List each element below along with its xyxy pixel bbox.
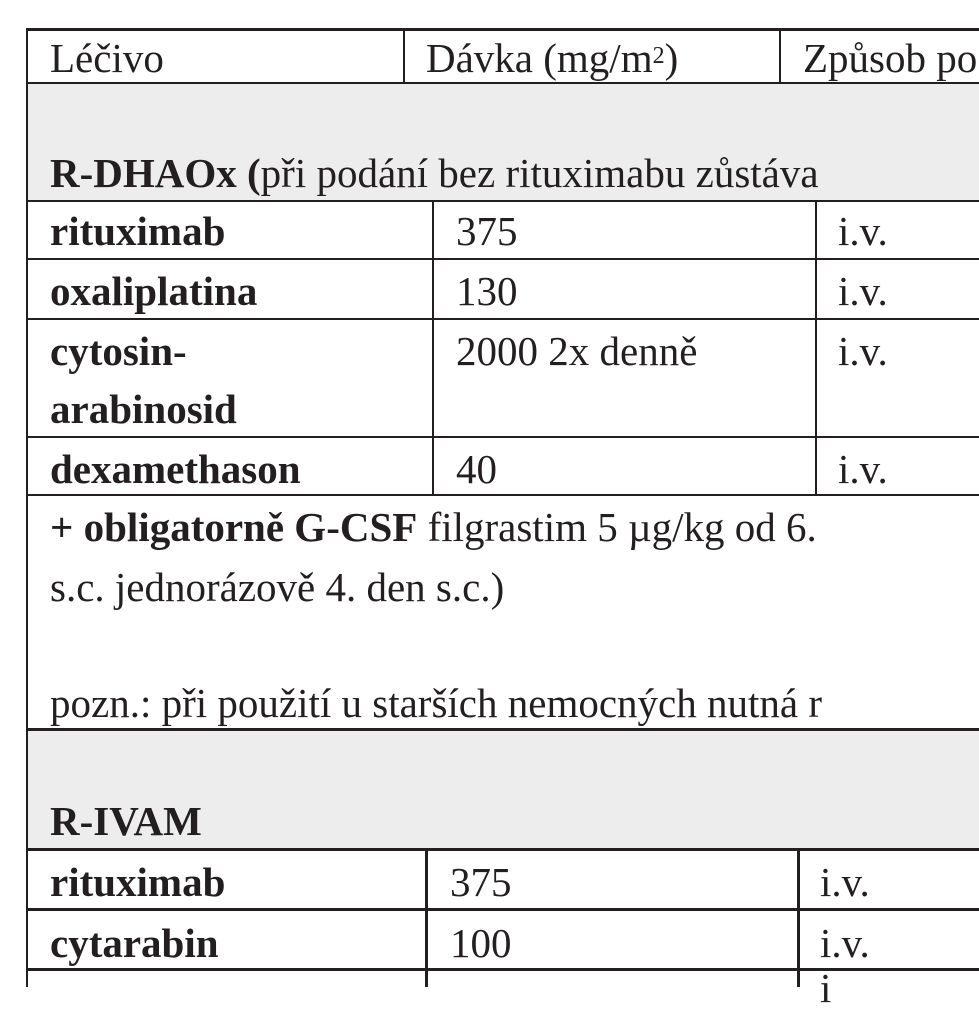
header-dose (426, 29, 678, 87)
route-cell: i.v. (838, 268, 888, 314)
dose-cell: 40 (456, 446, 497, 492)
drug-cell-continued: arabinosid (50, 386, 237, 432)
header-drug: Léčivo (50, 35, 164, 81)
header-route: Způsob po (803, 35, 978, 81)
elderly-note: pozn.: při použití u starších nemocných nutná r (50, 680, 822, 726)
route-cell: i.v. (838, 446, 888, 492)
column-separator (403, 28, 405, 84)
column-separator (797, 848, 800, 987)
dose-cell: 100 (450, 920, 512, 966)
route-cell-partial: i (820, 965, 832, 1011)
route-cell: i.v. (820, 920, 870, 966)
section1-title (50, 144, 819, 202)
gcsf-note-bold: + obligatorně G-CSF (50, 504, 418, 550)
gcsf-note-line2: s.c. jednorázově 4. den s.c.) (50, 564, 505, 610)
drug-cell: cytarabin (50, 920, 219, 966)
column-separator (432, 200, 434, 496)
dose-cell: 375 (450, 859, 512, 905)
column-separator (425, 848, 428, 987)
column-separator (779, 28, 781, 84)
column-separator (815, 200, 817, 496)
drug-cell: rituximab (50, 859, 226, 905)
drug-cell: oxaliplatina (50, 268, 258, 314)
dose-cell: 130 (456, 268, 518, 314)
header-dose-close: ) (664, 35, 679, 81)
header-dose-text: Dávka (mg/m (426, 35, 653, 81)
drug-cell: rituximab (50, 208, 226, 254)
table-border-left (26, 28, 28, 987)
dose-cell: 375 (456, 208, 518, 254)
drug-cell: cytosin- (50, 328, 187, 374)
route-cell: i.v. (838, 208, 888, 254)
section2-title: R-IVAM (50, 798, 202, 844)
header-dose-superscript: 2 (652, 43, 665, 69)
gcsf-note (50, 498, 817, 556)
route-cell: i.v. (838, 328, 888, 374)
gcsf-note-text: filgrastim 5 µg/kg od 6. (417, 504, 817, 550)
dose-cell: 2000 2x denně (456, 328, 698, 374)
section1-title-rest: při podání bez rituximabu zůstáva (260, 150, 819, 196)
route-cell: i.v. (820, 859, 870, 905)
section1-title-bold: R-DHAOx ( (50, 150, 261, 196)
drug-cell: dexamethason (50, 446, 301, 492)
